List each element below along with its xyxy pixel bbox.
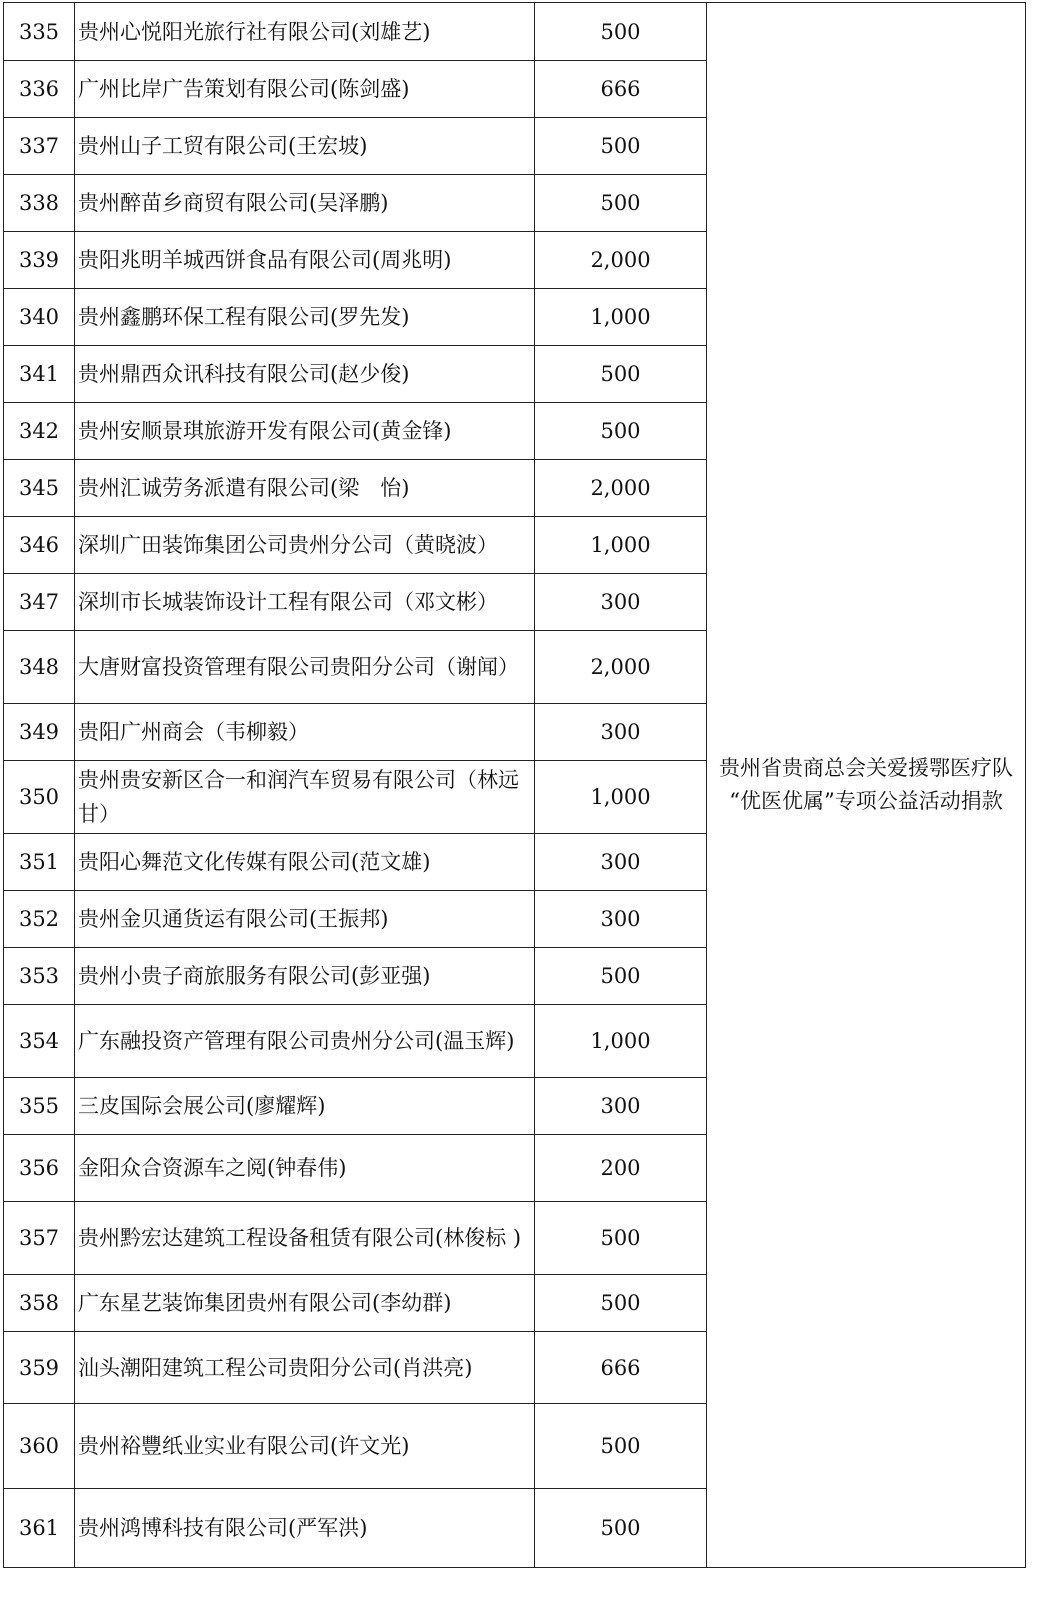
project-note-line2: “优医优属”专项公益活动捐款 (729, 789, 1003, 813)
donation-amount: 200 (535, 1135, 707, 1202)
donation-amount: 2,000 (535, 631, 707, 704)
donation-amount: 1,000 (535, 761, 707, 834)
row-number: 347 (4, 574, 75, 631)
donor-name: 汕头潮阳建筑工程公司贵阳分公司(肖洪亮) (75, 1332, 535, 1404)
row-number: 348 (4, 631, 75, 704)
row-number: 338 (4, 175, 75, 232)
donation-amount: 300 (535, 1078, 707, 1135)
row-number: 356 (4, 1135, 75, 1202)
donor-name: 贵州醉苗乡商贸有限公司(吴泽鹏) (75, 175, 535, 232)
donor-name: 贵州裕豐纸业实业有限公司(许文光) (75, 1404, 535, 1489)
row-number: 346 (4, 517, 75, 574)
project-note-line1: 贵州省贵商总会关爱援鄂医疗队 (719, 756, 1013, 780)
donation-amount: 500 (535, 1275, 707, 1332)
donor-name: 大唐财富投资管理有限公司贵阳分公司（谢闻） (75, 631, 535, 704)
table-row (4, 3, 1026, 61)
row-number: 340 (4, 289, 75, 346)
donation-amount: 300 (535, 834, 707, 891)
donation-amount: 500 (535, 403, 707, 460)
row-number: 342 (4, 403, 75, 460)
donor-name: 贵州黔宏达建筑工程设备租赁有限公司(林俊标 ) (75, 1202, 535, 1275)
row-number: 351 (4, 834, 75, 891)
donation-amount: 500 (535, 175, 707, 232)
row-number: 358 (4, 1275, 75, 1332)
donation-amount: 500 (535, 118, 707, 175)
row-number: 345 (4, 460, 75, 517)
donation-amount: 2,000 (535, 232, 707, 289)
donor-name: 三皮国际会展公司(廖耀辉) (75, 1078, 535, 1135)
row-number: 353 (4, 948, 75, 1005)
donor-name: 深圳市长城装饰设计工程有限公司（邓文彬） (75, 574, 535, 631)
row-number: 335 (4, 3, 75, 61)
donation-amount: 500 (535, 948, 707, 1005)
donation-amount: 300 (535, 704, 707, 761)
row-number: 354 (4, 1005, 75, 1078)
donation-amount: 500 (535, 1202, 707, 1275)
donor-name: 贵阳心舞范文化传媒有限公司(范文雄) (75, 834, 535, 891)
row-number: 359 (4, 1332, 75, 1404)
donor-name: 金阳众合资源车之阅(钟春伟) (75, 1135, 535, 1202)
donor-name: 贵州贵安新区合一和润汽车贸易有限公司（林远甘） (75, 761, 535, 834)
row-number: 352 (4, 891, 75, 948)
donor-name: 贵州鼎西众讯科技有限公司(赵少俊) (75, 346, 535, 403)
donor-name: 贵州小贵子商旅服务有限公司(彭亚强) (75, 948, 535, 1005)
donor-name: 广东融投资产管理有限公司贵州分公司(温玉辉) (75, 1005, 535, 1078)
row-number: 339 (4, 232, 75, 289)
row-number: 337 (4, 118, 75, 175)
donation-amount: 500 (535, 1489, 707, 1568)
donation-amount: 1,000 (535, 517, 707, 574)
donor-name: 广州比岸广告策划有限公司(陈剑盛) (75, 61, 535, 118)
donor-name: 贵州山子工贸有限公司(王宏坡) (75, 118, 535, 175)
donation-amount: 2,000 (535, 460, 707, 517)
donor-name: 贵州安顺景琪旅游开发有限公司(黄金锋) (75, 403, 535, 460)
donor-name: 贵阳兆明羊城西饼食品有限公司(周兆明) (75, 232, 535, 289)
donor-name: 贵阳广州商会（韦柳毅） (75, 704, 535, 761)
row-number: 350 (4, 761, 75, 834)
donor-name: 贵州汇诚劳务派遣有限公司(梁 怡) (75, 460, 535, 517)
donation-amount: 666 (535, 61, 707, 118)
project-note (707, 3, 1026, 1568)
row-number: 355 (4, 1078, 75, 1135)
donation-amount: 500 (535, 346, 707, 403)
donor-name: 深圳广田装饰集团公司贵州分公司（黄晓波） (75, 517, 535, 574)
donation-amount: 500 (535, 1404, 707, 1489)
row-number: 360 (4, 1404, 75, 1489)
donor-name: 贵州心悦阳光旅行社有限公司(刘雄艺) (75, 3, 535, 61)
donation-amount: 500 (535, 3, 707, 61)
row-number: 349 (4, 704, 75, 761)
donation-table (3, 2, 1026, 1568)
donor-name: 广东星艺装饰集团贵州有限公司(李幼群) (75, 1275, 535, 1332)
donation-amount: 1,000 (535, 289, 707, 346)
row-number: 361 (4, 1489, 75, 1568)
donation-amount: 300 (535, 891, 707, 948)
donor-name: 贵州鸿博科技有限公司(严军洪) (75, 1489, 535, 1568)
donor-name: 贵州鑫鹏环保工程有限公司(罗先发) (75, 289, 535, 346)
row-number: 357 (4, 1202, 75, 1275)
donation-amount: 666 (535, 1332, 707, 1404)
row-number: 341 (4, 346, 75, 403)
row-number: 336 (4, 61, 75, 118)
donation-amount: 1,000 (535, 1005, 707, 1078)
donor-name: 贵州金贝通货运有限公司(王振邦) (75, 891, 535, 948)
donation-amount: 300 (535, 574, 707, 631)
